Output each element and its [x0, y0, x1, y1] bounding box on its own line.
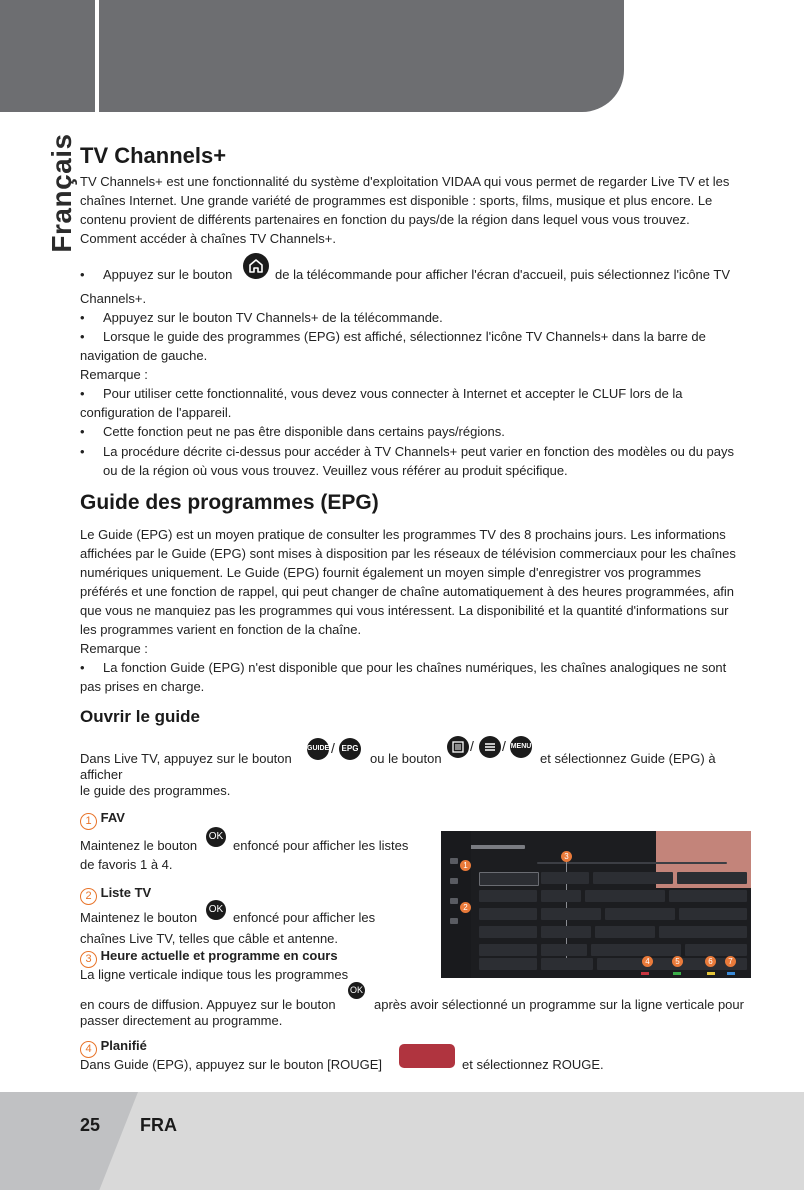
- marker-1: 1: [460, 860, 471, 871]
- item-fav-text-b: enfoncé pour afficher les listes: [233, 838, 409, 853]
- marker-4: 4: [642, 956, 653, 967]
- epg-body: [80, 525, 770, 696]
- bullet-dot: •: [80, 660, 85, 675]
- language-side-tab: [46, 128, 78, 258]
- item-now-text-a: La ligne verticale indique tous les programmes: [80, 967, 349, 982]
- marker-6: 6: [705, 956, 716, 967]
- program-cell: [679, 908, 747, 920]
- epg-line: préférés et une fonction de rappel, qui peut changer de chaîne automatiquement à des heures programmées, afin: [80, 584, 735, 599]
- item-fav-heading: [80, 808, 125, 830]
- program-cell: [685, 944, 747, 956]
- bullet-text: La fonction Guide (EPG) n'est disponible que pour les chaînes numériques, les chaînes analogiques ne sont: [103, 660, 727, 675]
- section-title-epg: Guide des programmes (EPG): [80, 491, 379, 514]
- item-scheduled-text-b: et sélectionnez ROUGE.: [462, 1057, 604, 1072]
- tv-channels-intro: [80, 172, 770, 248]
- epg-line: numériques uniquement. Le Guide (EPG) fournit également un moyen simple d'enregistrer vos programmes: [80, 565, 702, 580]
- item-title: Heure actuelle et programme en cours: [100, 948, 338, 963]
- guide-list-button-icon: [447, 736, 469, 758]
- bullet-home-cont: de la télécommande pour afficher l'écran d'accueil, puis sélectionnez l'icône TV: [275, 267, 730, 282]
- program-cell: [659, 926, 747, 938]
- item-scheduled-text-a: Dans Guide (EPG), appuyez sur le bouton [ROUGE]: [80, 1057, 383, 1072]
- epg-line: Le Guide (EPG) est un moyen pratique de consulter les programmes TV des 8 prochains jours. Les informations: [80, 527, 726, 542]
- bullet-epg: [80, 327, 770, 365]
- red-button-icon: [399, 1044, 455, 1068]
- number-badge: 3: [80, 951, 97, 968]
- item-list-text-b: enfoncé pour afficher les: [233, 910, 376, 925]
- open-guide-text-c: et sélectionnez Guide (EPG) à: [540, 751, 716, 766]
- open-guide-text-e: le guide des programmes.: [80, 783, 231, 798]
- bullet-text: navigation de gauche.: [80, 348, 208, 363]
- selected-channel-cell: [479, 872, 539, 886]
- open-guide-text-a: Dans Live TV, appuyez sur le bouton: [80, 751, 292, 766]
- item-now-text-d: passer directement au programme.: [80, 1013, 283, 1028]
- bullet-dot: •: [80, 267, 85, 282]
- page-number: 25: [80, 1115, 101, 1135]
- bullet-text: Pour utiliser cette fonctionnalité, vous devez vous connecter à Internet et accepter le CLUF lors de la: [103, 386, 683, 401]
- program-cell: [541, 944, 587, 956]
- item-title: Planifié: [100, 1038, 147, 1053]
- section-title-tv-channels: TV Channels+: [80, 143, 227, 168]
- epg-line: les programmes varient en fonction de la chaîne.: [80, 622, 362, 637]
- intro-line: Comment accéder à chaînes TV Channels+.: [80, 231, 336, 246]
- intro-line: contenu provient de différents partenaires en fonction du pays/de la région dans lequel vous vous trouvez.: [80, 212, 690, 227]
- number-badge: 1: [80, 813, 97, 830]
- separator: /: [502, 738, 506, 754]
- item-title: FAV: [100, 810, 125, 825]
- epg-screenshot: [441, 831, 751, 978]
- ok-button-icon: OK: [206, 827, 226, 847]
- item-now-text-b: en cours de diffusion. Appuyez sur le bouton: [80, 997, 336, 1012]
- bullet-text: Lorsque le guide des programmes (EPG) est affiché, sélectionnez l'icône TV Channels+ dans la barre de: [103, 329, 706, 344]
- sidebar-list-icon: [450, 898, 458, 904]
- item-title: Liste TV: [100, 885, 152, 900]
- bullet-text: pas prises en charge.: [80, 679, 205, 694]
- ok-button-icon: OK: [206, 900, 226, 920]
- red-key: [641, 972, 649, 975]
- bullet-text: La procédure décrite ci-dessus pour accéder à TV Channels+ peut varier en fonction des modèles ou du pays: [103, 444, 734, 459]
- bullet-text: configuration de l'appareil.: [80, 405, 232, 420]
- item-fav-text-a: Maintenez le bouton: [80, 838, 198, 853]
- bullet-text: Appuyez sur le bouton TV Channels+ de la télécommande.: [103, 310, 443, 325]
- screenshot-title-blur: [465, 845, 525, 849]
- bullet-text: ou de la région où vous vous trouvez. Veuillez vous référer au produit spécifique.: [103, 463, 568, 478]
- program-cell: [605, 908, 675, 920]
- channel-cell: [479, 944, 537, 956]
- note-availability: [80, 422, 770, 441]
- note-procedure: [80, 442, 770, 480]
- header-tab-right: [99, 0, 624, 112]
- yellow-key: [707, 972, 715, 975]
- program-cell: [595, 926, 655, 938]
- header-tab-left: [0, 0, 95, 112]
- channel-cell: [479, 958, 537, 970]
- epg-line: que vous ne manquiez pas les programmes qui vous intéressent. La disponibilité et la quantité d'informations sur: [80, 603, 729, 618]
- open-guide-text-b: ou le bouton: [370, 751, 442, 766]
- item-fav-text-c: de favoris 1 à 4.: [80, 857, 173, 872]
- language-label: Français: [46, 133, 77, 253]
- ok-button-icon: OK: [348, 982, 365, 999]
- item-now-text-c: après avoir sélectionné un programme sur la ligne verticale pour: [374, 997, 744, 1012]
- sidebar-rec-icon: [450, 918, 458, 924]
- bullet-text: Appuyez sur le bouton: [103, 267, 233, 282]
- marker-3: 3: [561, 851, 572, 862]
- channel-cell: [479, 926, 537, 938]
- number-badge: 4: [80, 1041, 97, 1058]
- program-cell: [585, 890, 665, 902]
- menu-button-icon: MENU: [510, 736, 532, 758]
- epg-line: affichées par le Guide (EPG) sont mises à disposition par les réseaux de télévision commerciaux pour les chaînes: [80, 546, 736, 561]
- channel-cell: [479, 890, 537, 902]
- program-cell: [541, 872, 589, 884]
- program-cell: [541, 926, 591, 938]
- channel-cell: [479, 908, 537, 920]
- note-internet: [80, 384, 770, 422]
- bullet-dot: •: [80, 310, 85, 325]
- epg-button-icon: EPG: [339, 738, 361, 760]
- remark-label: Remarque :: [80, 641, 148, 656]
- marker-2: 2: [460, 902, 471, 913]
- language-code: FRA: [140, 1115, 177, 1135]
- program-cell: [677, 872, 747, 884]
- green-key: [673, 972, 681, 975]
- sidebar-channels-icon: [450, 878, 458, 884]
- remark-label: Remarque :: [80, 367, 148, 382]
- item-list-heading: [80, 883, 151, 905]
- intro-line: chaînes Internet. Une grande variété de programmes est disponible : sports, films, musique et plus encore. Le: [80, 193, 713, 208]
- bullet-dot: •: [80, 329, 85, 344]
- menu-lines-button-icon: [479, 736, 501, 758]
- marker-7: 7: [725, 956, 736, 967]
- bullet-dot: •: [80, 444, 85, 459]
- separator: /: [331, 740, 335, 756]
- program-cell: [593, 872, 673, 884]
- separator: /: [470, 738, 474, 754]
- program-cell: [541, 890, 581, 902]
- marker-5: 5: [672, 956, 683, 967]
- item-list-text-c: chaînes Live TV, telles que câble et antenne.: [80, 931, 339, 946]
- program-cell: [591, 944, 681, 956]
- blue-key: [727, 972, 735, 975]
- sidebar-search-icon: [450, 858, 458, 864]
- bullet-remote: [80, 308, 770, 327]
- bullet-dot: •: [80, 424, 85, 439]
- item-list-text-a: Maintenez le bouton: [80, 910, 198, 925]
- home-button-icon: [243, 253, 269, 279]
- section-title-open-guide: Ouvrir le guide: [80, 707, 200, 726]
- bullet-text: Cette fonction peut ne pas être disponible dans certains pays/régions.: [103, 424, 505, 439]
- bullet-home-end: Channels+.: [80, 291, 147, 306]
- open-guide-text-d: afficher: [80, 767, 123, 782]
- number-badge: 2: [80, 888, 97, 905]
- program-cell: [541, 958, 593, 970]
- program-cell: [541, 908, 601, 920]
- program-cell: [669, 890, 747, 902]
- intro-line: TV Channels+ est une fonctionnalité du système d'exploitation VIDAA qui vous permet de regarder Live TV et les: [80, 174, 730, 189]
- guide-button-icon: GUIDE: [307, 738, 329, 760]
- bullet-dot: •: [80, 386, 85, 401]
